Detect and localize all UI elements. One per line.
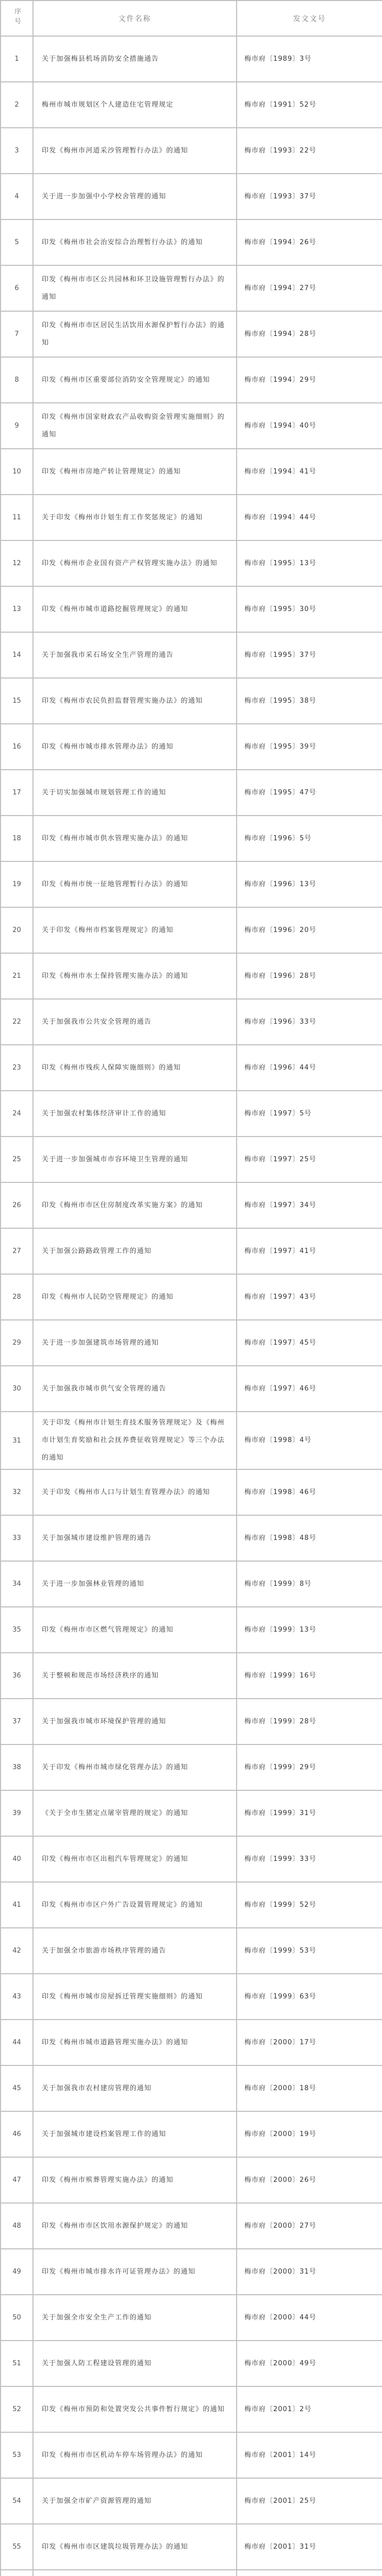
- document-title-cell: 印发《梅州市城市排水管理办法》的通知: [33, 724, 237, 770]
- document-title-cell: 印发《梅州市市区出租汽车管理规定》的通知: [33, 1836, 237, 1882]
- seq-cell: 4: [1, 174, 33, 219]
- table-row: [1, 540, 382, 586]
- document-title-cell: 《关于全市生猪定点屠宰管理的规定》的通知: [33, 1790, 237, 1836]
- seq-cell: 17: [1, 770, 33, 816]
- table-row: [1, 1469, 382, 1515]
- document-title-cell: 印发《梅州市社会治安综合治理暂行办法》的通知: [33, 219, 237, 265]
- seq-cell: 7: [1, 311, 33, 357]
- seq-cell: 48: [1, 2203, 33, 2249]
- seq-cell: 11: [1, 495, 33, 540]
- document-number-cell: 梅市府〔1994〕26号: [237, 219, 382, 265]
- document-number-cell: 梅市府〔1997〕46号: [237, 1366, 382, 1412]
- table-row: [1, 1045, 382, 1091]
- document-number-cell: 梅市府〔1996〕13号: [237, 861, 382, 907]
- seq-cell: 29: [1, 1320, 33, 1366]
- table-row: [1, 1182, 382, 1228]
- document-number-cell: 梅市府〔1994〕28号: [237, 311, 382, 357]
- document-title-cell: 关于进一步加强中小学校舍管理的通知: [33, 174, 237, 219]
- table-row: [1, 2478, 382, 2524]
- table-row: [1, 678, 382, 724]
- document-number-cell: 梅市府〔1995〕39号: [237, 724, 382, 770]
- document-number-cell: 梅市府〔2000〕17号: [237, 2020, 382, 2065]
- document-title-cell: 印发《梅州市城市道路管理实施办法》的通知: [33, 2020, 237, 2065]
- document-title-cell: 印发《梅州市统一征地管理暂行办法》的通知: [33, 861, 237, 907]
- table-row: [1, 265, 382, 311]
- table-body: [1, 36, 382, 2576]
- table-row: [1, 82, 382, 128]
- seq-cell: 38: [1, 1744, 33, 1790]
- document-title-cell: 关于加强全市安全生产工作的通知: [33, 2295, 237, 2341]
- seq-cell: 37: [1, 1699, 33, 1744]
- document-number-cell: 梅市府〔1995〕37号: [237, 632, 382, 678]
- document-number-cell: 梅市府〔2001〕25号: [237, 2478, 382, 2524]
- document-number-cell: 梅市府〔1999〕53号: [237, 1928, 382, 1974]
- document-title-cell: [33, 2570, 237, 2576]
- seq-cell: 10: [1, 449, 33, 495]
- table-row: [1, 403, 382, 449]
- table-row: [1, 1744, 382, 1790]
- table-row: [1, 449, 382, 495]
- document-title-cell: 印发《梅州市企业国有资产产权管理实施办法》的通知: [33, 540, 237, 586]
- document-title-cell: 关于加强公路路政管理工作的通知: [33, 1228, 237, 1274]
- table-row: [1, 2065, 382, 2111]
- document-number-cell: 梅市府〔2000〕18号: [237, 2065, 382, 2111]
- table-row: [1, 2203, 382, 2249]
- table-row: [1, 1653, 382, 1699]
- table-row: [1, 999, 382, 1045]
- document-title-cell: 印发《梅州市区重要部位消防安全管理规定》的通知: [33, 357, 237, 403]
- seq-cell: 20: [1, 907, 33, 953]
- document-title-cell: 印发《梅州市水土保持管理实施办法》的通知: [33, 953, 237, 999]
- document-number-cell: 梅市府〔1998〕48号: [237, 1515, 382, 1561]
- document-number-cell: 梅市府〔1999〕29号: [237, 1744, 382, 1790]
- table-row: [1, 2432, 382, 2478]
- seq-cell: 12: [1, 540, 33, 586]
- document-title-cell: 印发《梅州市城市房屋拆迁管理实施细则》的通知: [33, 1974, 237, 2020]
- table-row: [1, 1699, 382, 1744]
- seq-cell: 1: [1, 36, 33, 82]
- seq-cell: 28: [1, 1274, 33, 1320]
- document-number-cell: 梅市府〔1994〕44号: [237, 495, 382, 540]
- document-title-cell: 关于进一步加强城市市容环境卫生管理的通知: [33, 1137, 237, 1182]
- document-number-cell: 梅市府〔2000〕27号: [237, 2203, 382, 2249]
- table-row: [1, 1274, 382, 1320]
- table-row: [1, 2020, 382, 2065]
- header-row: [1, 1, 382, 36]
- table-row: [1, 1561, 382, 1607]
- document-number-cell: 梅市府〔2000〕26号: [237, 2157, 382, 2203]
- seq-cell: 13: [1, 586, 33, 632]
- seq-cell: 51: [1, 2341, 33, 2386]
- table-row: [1, 1974, 382, 2020]
- document-title-cell: 印发《梅州市人民防空管理规定》的通知: [33, 1274, 237, 1320]
- seq-cell: 32: [1, 1469, 33, 1515]
- document-number-cell: 梅市府〔1998〕46号: [237, 1469, 382, 1515]
- table-row: [1, 2570, 382, 2576]
- table-row: [1, 357, 382, 403]
- document-number-cell: [237, 2570, 382, 2576]
- table-row: [1, 2157, 382, 2203]
- document-title-cell: 印发《梅州市殡葬管理实施办法》的通知: [33, 2157, 237, 2203]
- document-number-cell: 梅市府〔1999〕28号: [237, 1699, 382, 1744]
- seq-cell: 36: [1, 1653, 33, 1699]
- table-row: [1, 1790, 382, 1836]
- document-title-cell: 关于加强我市农村建房管理的通知: [33, 2065, 237, 2111]
- seq-cell: 46: [1, 2111, 33, 2157]
- table-row: [1, 311, 382, 357]
- seq-cell: [1, 2570, 33, 2576]
- table-row: [1, 1607, 382, 1653]
- document-title-cell: 印发《梅州市预防和处置突发公共事件暂行规定》的通知: [33, 2386, 237, 2432]
- document-title-cell: 关于印发《梅州市人口与计划生育管理办法》的通知: [33, 1469, 237, 1515]
- table-row: [1, 128, 382, 174]
- document-number-cell: 梅市府〔1999〕16号: [237, 1653, 382, 1699]
- table-row: [1, 2386, 382, 2432]
- seq-cell: 21: [1, 953, 33, 999]
- document-number-cell: 梅市府〔1996〕28号: [237, 953, 382, 999]
- document-title-cell: 印发《梅州市市区户外广告设置管理规定》的通知: [33, 1882, 237, 1928]
- document-title-cell: 印发《梅州市市区燃气管理规定》的通知: [33, 1607, 237, 1653]
- document-title-cell: 印发《梅州市国家财政农产品收购资金管理实施细则》的通知: [33, 403, 237, 449]
- table-row: [1, 495, 382, 540]
- table-row: [1, 2111, 382, 2157]
- table-row: [1, 1366, 382, 1412]
- seq-cell: 26: [1, 1182, 33, 1228]
- seq-cell: 18: [1, 816, 33, 861]
- document-number-cell: 梅市府〔1999〕52号: [237, 1882, 382, 1928]
- table-row: [1, 1836, 382, 1882]
- seq-cell: 15: [1, 678, 33, 724]
- seq-cell: 42: [1, 1928, 33, 1974]
- seq-cell: 44: [1, 2020, 33, 2065]
- document-number-cell: 梅市府〔1994〕41号: [237, 449, 382, 495]
- document-number-cell: 梅市府〔1995〕13号: [237, 540, 382, 586]
- document-title-cell: 关于加强人防工程建设管理的通知: [33, 2341, 237, 2386]
- document-title-cell: 印发《梅州市农民负担监督管理实施办法》的通知: [33, 678, 237, 724]
- table-row: [1, 219, 382, 265]
- document-number-cell: 梅市府〔2001〕2号: [237, 2386, 382, 2432]
- document-title-cell: 关于印发《梅州市档案管理规定》的通知: [33, 907, 237, 953]
- document-number-cell: 梅市府〔1993〕37号: [237, 174, 382, 219]
- seq-cell: 50: [1, 2295, 33, 2341]
- seq-cell: 52: [1, 2386, 33, 2432]
- document-number-cell: 梅市府〔1994〕27号: [237, 265, 382, 311]
- header-doc-no: 发文文号: [237, 1, 382, 36]
- document-number-cell: 梅市府〔1997〕41号: [237, 1228, 382, 1274]
- document-title-cell: 关于加强农村集体经济审计工作的通知: [33, 1091, 237, 1137]
- document-title-cell: 印发《梅州市市区公共园林和环卫设施管理暂行办法》的通知: [33, 265, 237, 311]
- document-number-cell: 梅市府〔1994〕29号: [237, 357, 382, 403]
- document-title-cell: 关于进一步加强建筑市场管理的通知: [33, 1320, 237, 1366]
- seq-cell: 5: [1, 219, 33, 265]
- document-title-cell: 关于加强我市采石场安全生产管理的通告: [33, 632, 237, 678]
- seq-cell: 49: [1, 2249, 33, 2295]
- seq-cell: 6: [1, 265, 33, 311]
- document-title-cell: 印发《梅州市市区饮用水源保护规定》的通知: [33, 2203, 237, 2249]
- seq-cell: 9: [1, 403, 33, 449]
- seq-cell: 45: [1, 2065, 33, 2111]
- seq-cell: 47: [1, 2157, 33, 2203]
- document-title-cell: 关于加强全市矿产资源管理的通知: [33, 2478, 237, 2524]
- seq-cell: 39: [1, 1790, 33, 1836]
- document-title-cell: 关于印发《梅州市计划生育工作奖惩规定》的通知: [33, 495, 237, 540]
- table-row: [1, 1228, 382, 1274]
- table-row: [1, 724, 382, 770]
- document-title-cell: 关于印发《梅州市计划生育技术服务管理规定》及《梅州市计划生育奖励和社会抚养费征收管理规定》等三个办法的通知: [33, 1412, 237, 1469]
- document-number-cell: 梅市府〔1995〕30号: [237, 586, 382, 632]
- table-row: [1, 2341, 382, 2386]
- seq-cell: 33: [1, 1515, 33, 1561]
- table-row: [1, 816, 382, 861]
- document-title-cell: 关于印发《梅州市城市绿化管理办法》的通知: [33, 1744, 237, 1790]
- seq-cell: 3: [1, 128, 33, 174]
- table-row: [1, 586, 382, 632]
- table-row: [1, 907, 382, 953]
- document-number-cell: 梅市府〔1997〕34号: [237, 1182, 382, 1228]
- document-title-cell: 关于加强全市旅游市场秩序管理的通告: [33, 1928, 237, 1974]
- table-row: [1, 953, 382, 999]
- table-row: [1, 1091, 382, 1137]
- document-number-cell: 梅市府〔1999〕31号: [237, 1790, 382, 1836]
- header-title: 文件名称: [33, 1, 237, 36]
- document-title-cell: 印发《梅州市残疾人保障实施细则》的通知: [33, 1045, 237, 1091]
- document-number-cell: 梅市府〔1997〕5号: [237, 1091, 382, 1137]
- seq-cell: 14: [1, 632, 33, 678]
- seq-cell: 24: [1, 1091, 33, 1137]
- document-title-cell: 印发《梅州市城市道路挖掘管理规定》的通知: [33, 586, 237, 632]
- seq-cell: 19: [1, 861, 33, 907]
- document-title-cell: 关于加强我市公共安全管理的通告: [33, 999, 237, 1045]
- seq-cell: 31: [1, 1412, 33, 1469]
- table-row: [1, 2295, 382, 2341]
- table-row: [1, 2524, 382, 2570]
- table-row: [1, 1515, 382, 1561]
- document-number-cell: 梅市府〔2001〕14号: [237, 2432, 382, 2478]
- document-number-cell: 梅市府〔1999〕13号: [237, 1607, 382, 1653]
- table-row: [1, 1928, 382, 1974]
- seq-cell: 27: [1, 1228, 33, 1274]
- document-title-cell: 梅州市城市规划区个人建造住宅管理规定: [33, 82, 237, 128]
- document-title-cell: 关于加强我市城市供气安全管理的通告: [33, 1366, 237, 1412]
- document-title-cell: 关于加强城市建设档案管理工作的通知: [33, 2111, 237, 2157]
- table-row: [1, 1320, 382, 1366]
- document-number-cell: 梅市府〔1999〕63号: [237, 1974, 382, 2020]
- document-title-cell: 关于加强城市建设维护管理的通告: [33, 1515, 237, 1561]
- seq-cell: 25: [1, 1137, 33, 1182]
- seq-cell: 16: [1, 724, 33, 770]
- seq-cell: 23: [1, 1045, 33, 1091]
- document-number-cell: 梅市府〔2000〕44号: [237, 2295, 382, 2341]
- seq-cell: 41: [1, 1882, 33, 1928]
- document-number-cell: 梅市府〔1996〕20号: [237, 907, 382, 953]
- document-number-cell: 梅市府〔1995〕38号: [237, 678, 382, 724]
- document-title-cell: 印发《梅州市市区住房制度改革实施方案》的通知: [33, 1182, 237, 1228]
- document-number-cell: 梅市府〔1997〕43号: [237, 1274, 382, 1320]
- table-header: [1, 1, 382, 36]
- document-number-cell: 梅市府〔1999〕33号: [237, 1836, 382, 1882]
- seq-cell: 8: [1, 357, 33, 403]
- seq-cell: 22: [1, 999, 33, 1045]
- document-number-cell: 梅市府〔1994〕40号: [237, 403, 382, 449]
- document-number-cell: 梅市府〔1993〕22号: [237, 128, 382, 174]
- table-row: [1, 1137, 382, 1182]
- document-title-cell: 印发《梅州市河道采沙管理暂行办法》的通知: [33, 128, 237, 174]
- seq-cell: 2: [1, 82, 33, 128]
- document-title-cell: 印发《梅州市市区机动车停车场管理办法》的通知: [33, 2432, 237, 2478]
- document-title-cell: 印发《梅州市房地产转让管理规定》的通知: [33, 449, 237, 495]
- document-number-cell: 梅市府〔1989〕3号: [237, 36, 382, 82]
- document-number-cell: 梅市府〔2000〕31号: [237, 2249, 382, 2295]
- document-title-cell: 关于加强梅县机场消防安全措施通告: [33, 36, 237, 82]
- document-number-cell: 梅市府〔2000〕49号: [237, 2341, 382, 2386]
- seq-cell: 55: [1, 2524, 33, 2570]
- document-number-cell: 梅市府〔1999〕8号: [237, 1561, 382, 1607]
- document-title-cell: 关于整顿和规范市场经济秩序的通知: [33, 1653, 237, 1699]
- document-number-cell: 梅市府〔2000〕19号: [237, 2111, 382, 2157]
- table-row: [1, 770, 382, 816]
- document-number-cell: 梅市府〔1996〕5号: [237, 816, 382, 861]
- document-title-cell: 关于切实加强城市规划管理工作的通知: [33, 770, 237, 816]
- table-row: [1, 632, 382, 678]
- document-title-cell: 关于加强我市城市环境保护管理的通知: [33, 1699, 237, 1744]
- document-number-cell: 梅市府〔2001〕31号: [237, 2524, 382, 2570]
- seq-cell: 30: [1, 1366, 33, 1412]
- document-number-cell: 梅市府〔1998〕4号: [237, 1412, 382, 1469]
- seq-cell: 53: [1, 2432, 33, 2478]
- document-title-cell: 印发《梅州市城市供水管理实施办法》的通知: [33, 816, 237, 861]
- document-number-cell: 梅市府〔1997〕45号: [237, 1320, 382, 1366]
- document-title-cell: 印发《梅州市城市排水许可证管理办法》的通知: [33, 2249, 237, 2295]
- document-number-cell: 梅市府〔1996〕33号: [237, 999, 382, 1045]
- document-title-cell: 印发《梅州市市区建筑垃圾管理办法》的通知: [33, 2524, 237, 2570]
- document-title-cell: 印发《梅州市市区居民生活饮用水源保护暂行办法》的通知: [33, 311, 237, 357]
- document-number-cell: 梅市府〔1991〕52号: [237, 82, 382, 128]
- table-row: [1, 861, 382, 907]
- table-row: [1, 174, 382, 219]
- document-number-cell: 梅市府〔1995〕47号: [237, 770, 382, 816]
- document-title-cell: 关于进一步加强林业管理的通知: [33, 1561, 237, 1607]
- document-number-cell: 梅市府〔1996〕44号: [237, 1045, 382, 1091]
- table-row: [1, 1412, 382, 1469]
- seq-cell: 34: [1, 1561, 33, 1607]
- table-row: [1, 36, 382, 82]
- seq-cell: 40: [1, 1836, 33, 1882]
- seq-cell: 54: [1, 2478, 33, 2524]
- header-seq: 序号: [1, 1, 33, 36]
- document-number-cell: 梅市府〔1997〕25号: [237, 1137, 382, 1182]
- table-row: [1, 2249, 382, 2295]
- seq-cell: 43: [1, 1974, 33, 2020]
- seq-cell: 35: [1, 1607, 33, 1653]
- table-row: [1, 1882, 382, 1928]
